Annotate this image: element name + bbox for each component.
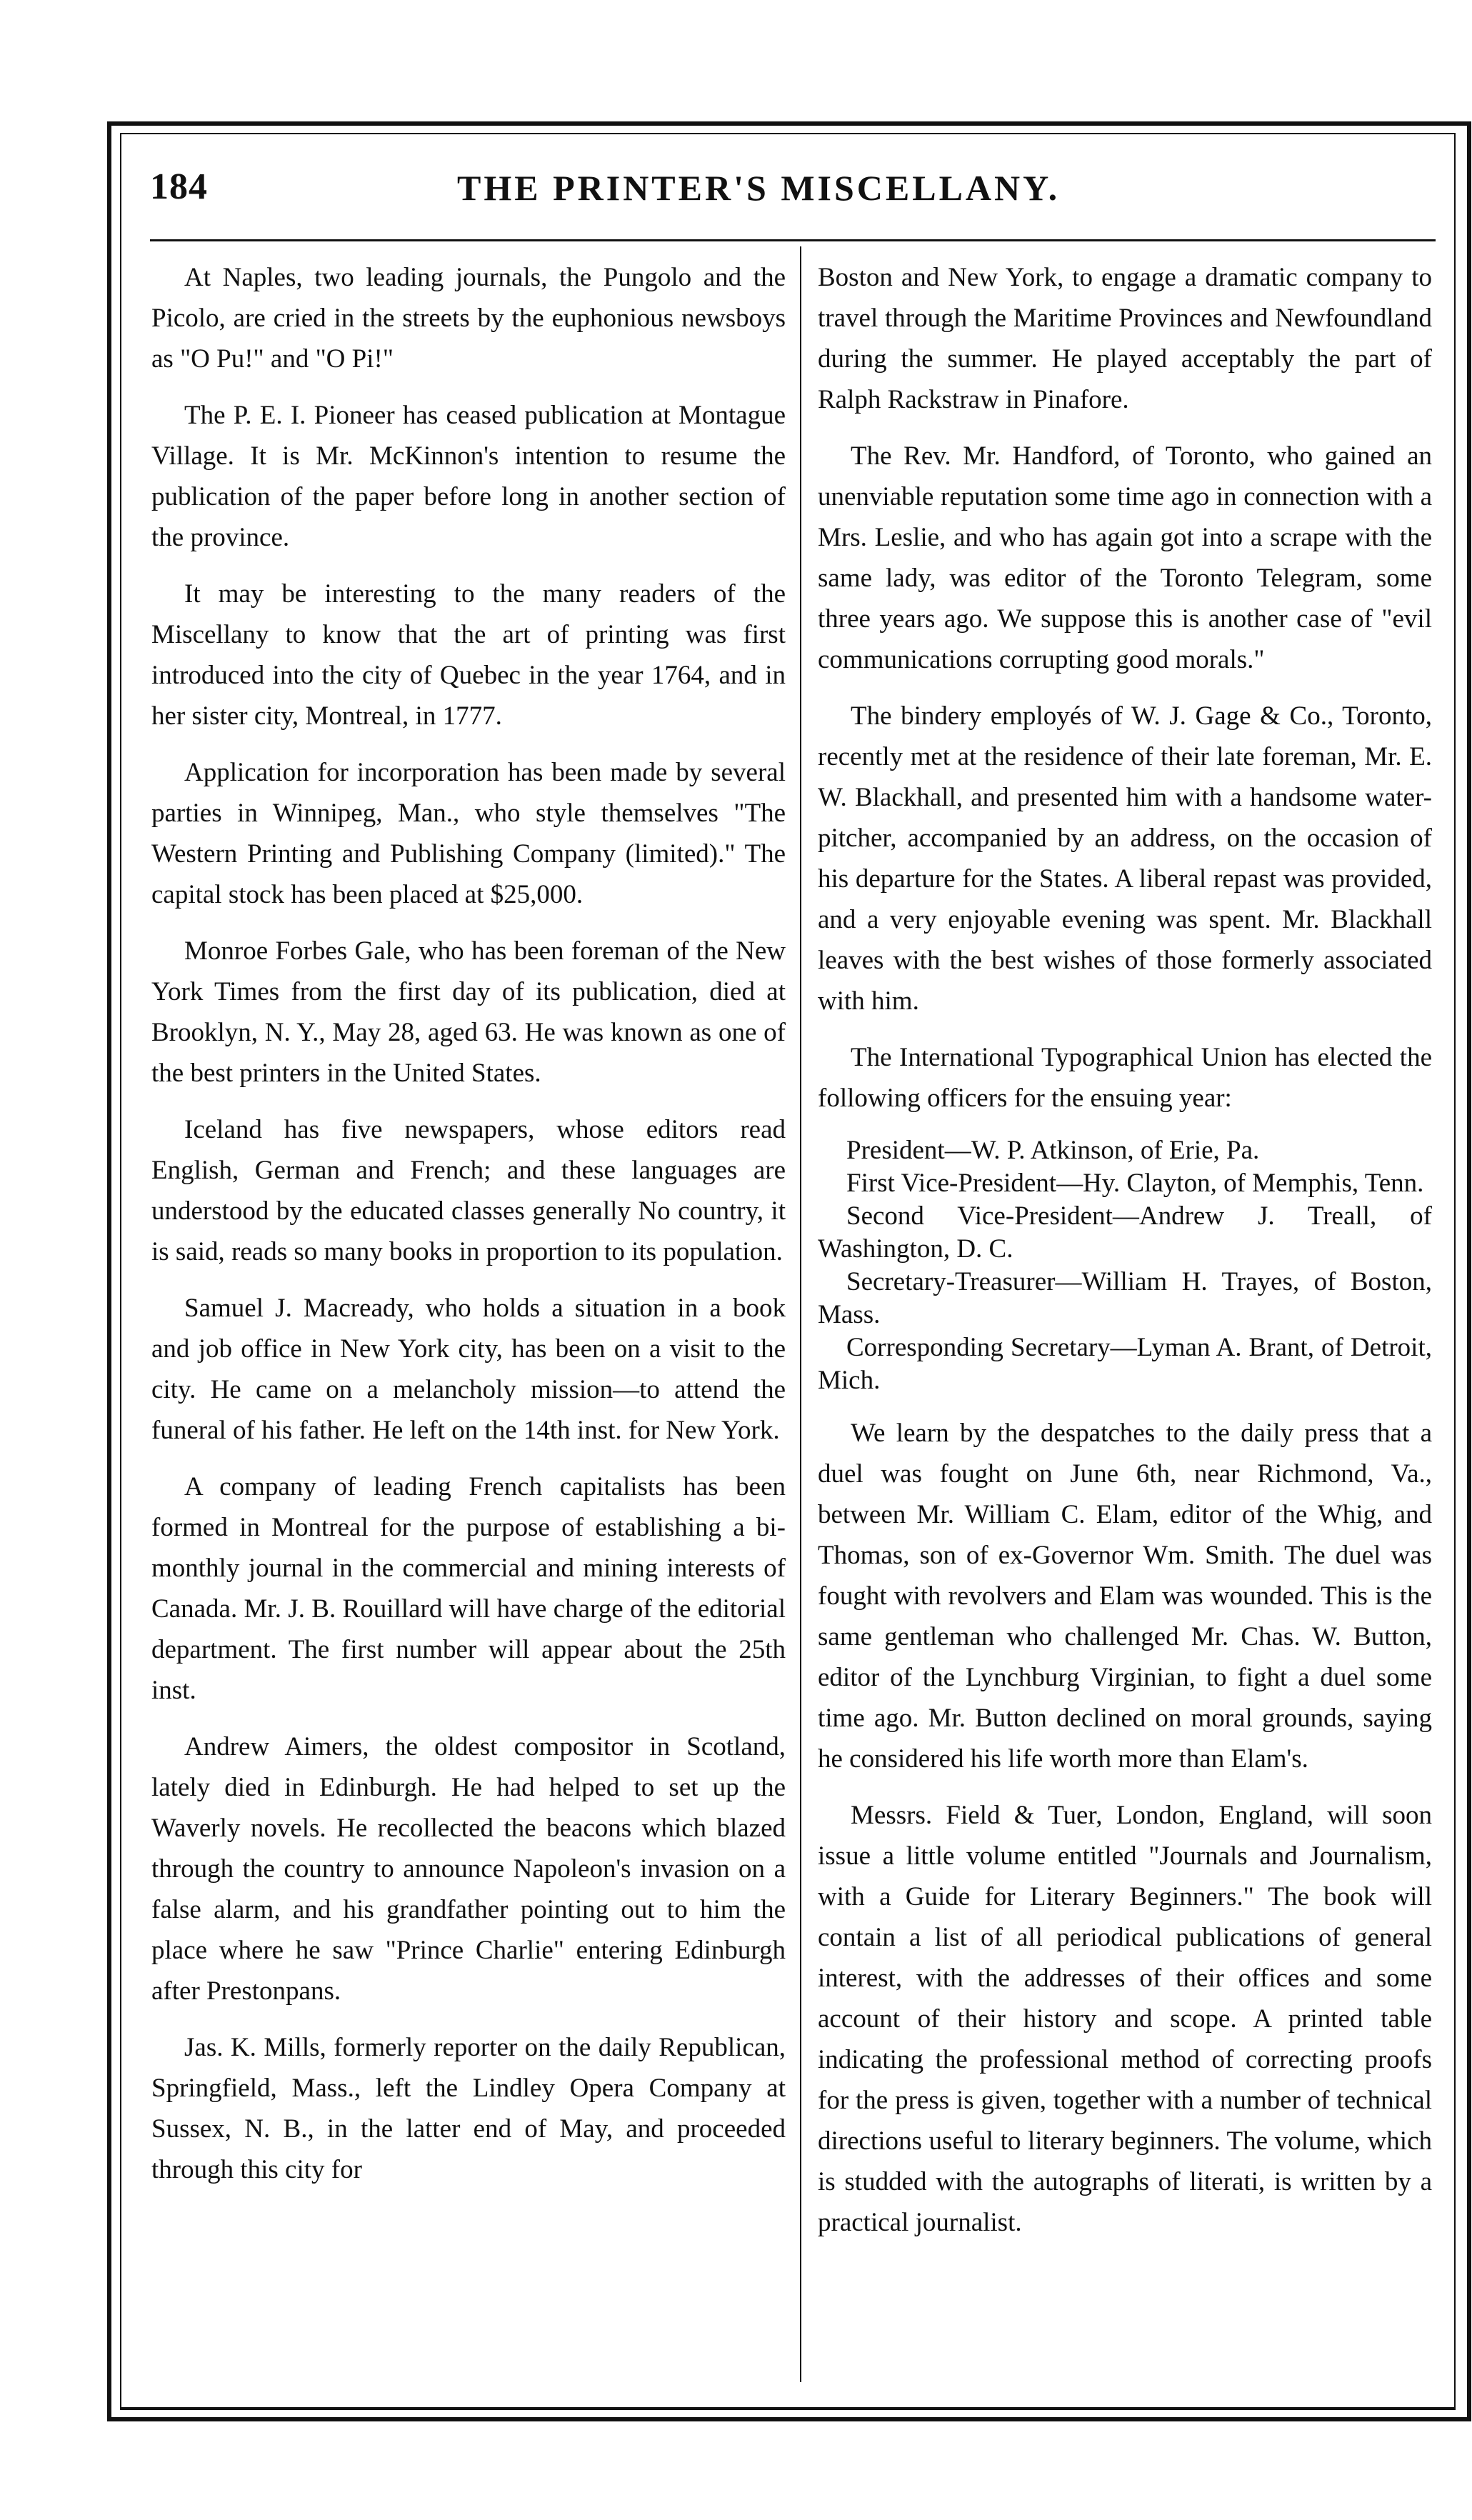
left-column: [151, 257, 786, 2206]
officers-list: [818, 1134, 1432, 1397]
column-divider: [800, 246, 801, 2382]
bottom-rule: [120, 2409, 1456, 2410]
paragraph: Application for incorporation has been made by several parties in Winnipeg, Man., who style themselves "The Western Printing and Publishing Company (limited)." The capital stock has been placed at $25,000.: [151, 758, 786, 909]
running-header: [150, 166, 1178, 230]
running-title: THE PRINTER'S MISCELLANY.: [457, 168, 1061, 208]
page-number: 184: [150, 166, 208, 207]
right-column: [818, 257, 1432, 2259]
continued-paragraph: Boston and New York, to engage a dramatic company to travel through the Maritime Provinces and Newfoundland during the summer. He played acceptably the part of Ralph Rackstraw in Pinafore.: [818, 263, 1432, 414]
paragraph: At Naples, two leading journals, the Pungolo and the Picolo, are cried in the streets by the euphonious newsboys as "O Pu!" and "O Pi!": [151, 263, 786, 374]
paragraph: The P. E. I. Pioneer has ceased publication at Montague Village. It is Mr. McKinnon's intention to resume the publication of the paper before long in another section of the province.: [151, 401, 786, 552]
paragraph: It may be interesting to the many readers of the Miscellany to know that the art of printing was first introduced into the city of Quebec in the year 1764, and in her sister city, Montreal, in 1777.: [151, 579, 786, 731]
paragraph: Monroe Forbes Gale, who has been foreman of the New York Times from the first day of its publication, died at Brooklyn, N. Y., May 28, aged 63. He was known as one of the best printers in the United States.: [151, 936, 786, 1088]
paragraph: The bindery employés of W. J. Gage & Co., Toronto, recently met at the residence of their late foreman, Mr. E. W. Blackhall, and presented him with a handsome water-pitcher, accompanied by an address, on the occasion of his departure for the States. A liberal repast was provided, and a very enjoyable evening was spent. Mr. Blackhall leaves with the best wishes of those formerly associated with him.: [818, 701, 1432, 1016]
officer-entry: Corresponding Secretary—Lyman A. Brant, of Detroit, Mich.: [818, 1333, 1432, 1395]
officer-entry: Secretary-Treasurer—William H. Trayes, of Boston, Mass.: [818, 1267, 1432, 1329]
paragraph: A company of leading French capitalists has been formed in Montreal for the purpose of establishing a bi-monthly journal in the commercial and mining interests of Canada. Mr. J. B. Rouillard will have charge of the editorial department. The first number will appear about the 25th inst.: [151, 1472, 786, 1705]
paragraph: We learn by the despatches to the daily press that a duel was fought on June 6th, near Richmond, Va., between Mr. William C. Elam, editor of the Whig, and Thomas, son of ex-Governor Wm. Smith. The duel was fought with revolvers and Elam was wounded. This is the same gentleman who challenged Mr. Chas. W. Button, editor of the Lynchburg Virginian, to fight a duel some time ago. Mr. Button declined on moral grounds, saying he considered his life worth more than Elam's.: [818, 1419, 1432, 1774]
paragraph: Jas. K. Mills, formerly reporter on the daily Republican, Springfield, Mass., left the Lindley Opera Company at Sussex, N. B., in the latter end of May, and proceeded through this city for: [151, 2033, 786, 2184]
officer-entry: Second Vice-President—Andrew J. Treall, of Washington, D. C.: [818, 1201, 1432, 1264]
officer-entry: First Vice-President—Hy. Clayton, of Memphis, Tenn.: [846, 1169, 1424, 1198]
paragraph: Messrs. Field & Tuer, London, England, will soon issue a little volume entitled "Journals and Journalism, with a Guide for Literary Beginners." The book will contain a list of all periodical publications of general interest, with the addresses of their offices and some account of their history and scope. A printed table indicating the professional method of correcting proofs for the press is given, together with a number of technical directions useful to literary beginners. The volume, which is studded with the autographs of literati, is written by a practical journalist.: [818, 1801, 1432, 2237]
header-rule: [150, 239, 1436, 241]
officer-entry: President—W. P. Atkinson, of Erie, Pa.: [846, 1136, 1260, 1165]
paragraph: Samuel J. Macready, who holds a situation in a book and job office in New York city, has been on a visit to the city. He came on a melancholy mission—to attend the funeral of his father. He left on the 14th inst. for New York.: [151, 1294, 786, 1445]
paragraph: The International Typographical Union has elected the following officers for the ensuing year:: [818, 1043, 1432, 1113]
paragraph: Iceland has five newspapers, whose editors read English, German and French; and these languages are understood by the educated classes generally No country, it is said, reads so many books in proportion to its population.: [151, 1115, 786, 1266]
paragraph: Andrew Aimers, the oldest compositor in Scotland, lately died in Edinburgh. He had helped to set up the Waverly novels. He recollected the beacons which blazed through the country to announce Napoleon's invasion on a false alarm, and his grandfather pointing out to him the place where he saw "Prince Charlie" entering Edinburgh after Prestonpans.: [151, 1732, 786, 2006]
paragraph: The Rev. Mr. Handford, of Toronto, who gained an unenviable reputation some time ago in connection with a Mrs. Leslie, and who has again got into a scrape with the same lady, was editor of the Toronto Telegram, some three years ago. We suppose this is another case of "evil communications corrupting good morals.": [818, 441, 1432, 674]
